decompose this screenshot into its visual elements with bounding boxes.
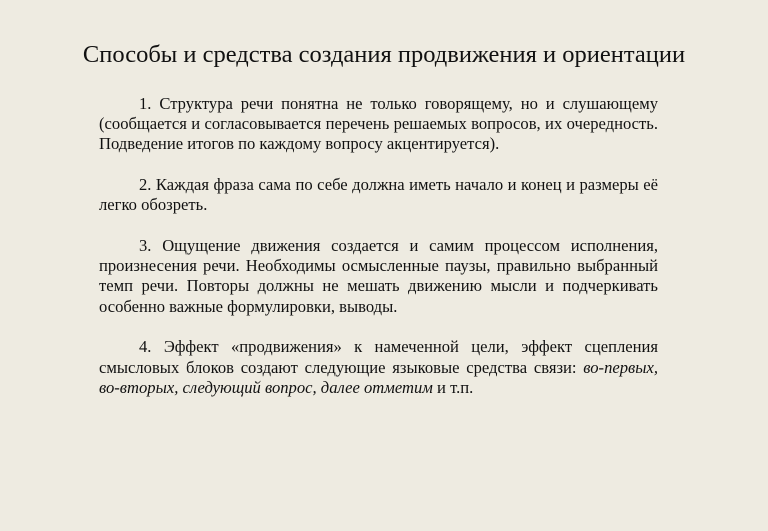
slide-body <box>99 94 658 418</box>
slide-title: Способы и средства создания продвижения и ориентации <box>82 41 686 68</box>
paragraph-4-text: 4. Эффект «продвижения» к намеченной цели, эффект сцепления смысловых блоков создают следующие языковые средства связи: <box>99 337 658 377</box>
paragraph-4 <box>99 337 658 398</box>
paragraph-1: 1. Структура речи понятна не только говорящему, но и слушающему (сообщается и согласовывается перечень решаемых вопросов, их очередность. Подведение итогов по каждому вопросу акцентируется). <box>99 94 658 154</box>
paragraph-4-ending: и т.п. <box>432 377 474 397</box>
paragraph-3: 3. Ощущение движения создается и самим процессом исполнения, произнесения речи. Необходимы осмысленные паузы, правильно выбранный темп речи. Повторы должны не мешать движению мысли и подчеркивать особенно важные формулировки, выводы. <box>99 236 658 316</box>
paragraph-2: 2. Каждая фраза сама по себе должна иметь начало и конец и размеры её легко обозреть. <box>99 175 658 215</box>
paragraph-4-italic-examples: во-первых, во-вторых, следующий вопрос, далее отметим <box>99 357 658 397</box>
